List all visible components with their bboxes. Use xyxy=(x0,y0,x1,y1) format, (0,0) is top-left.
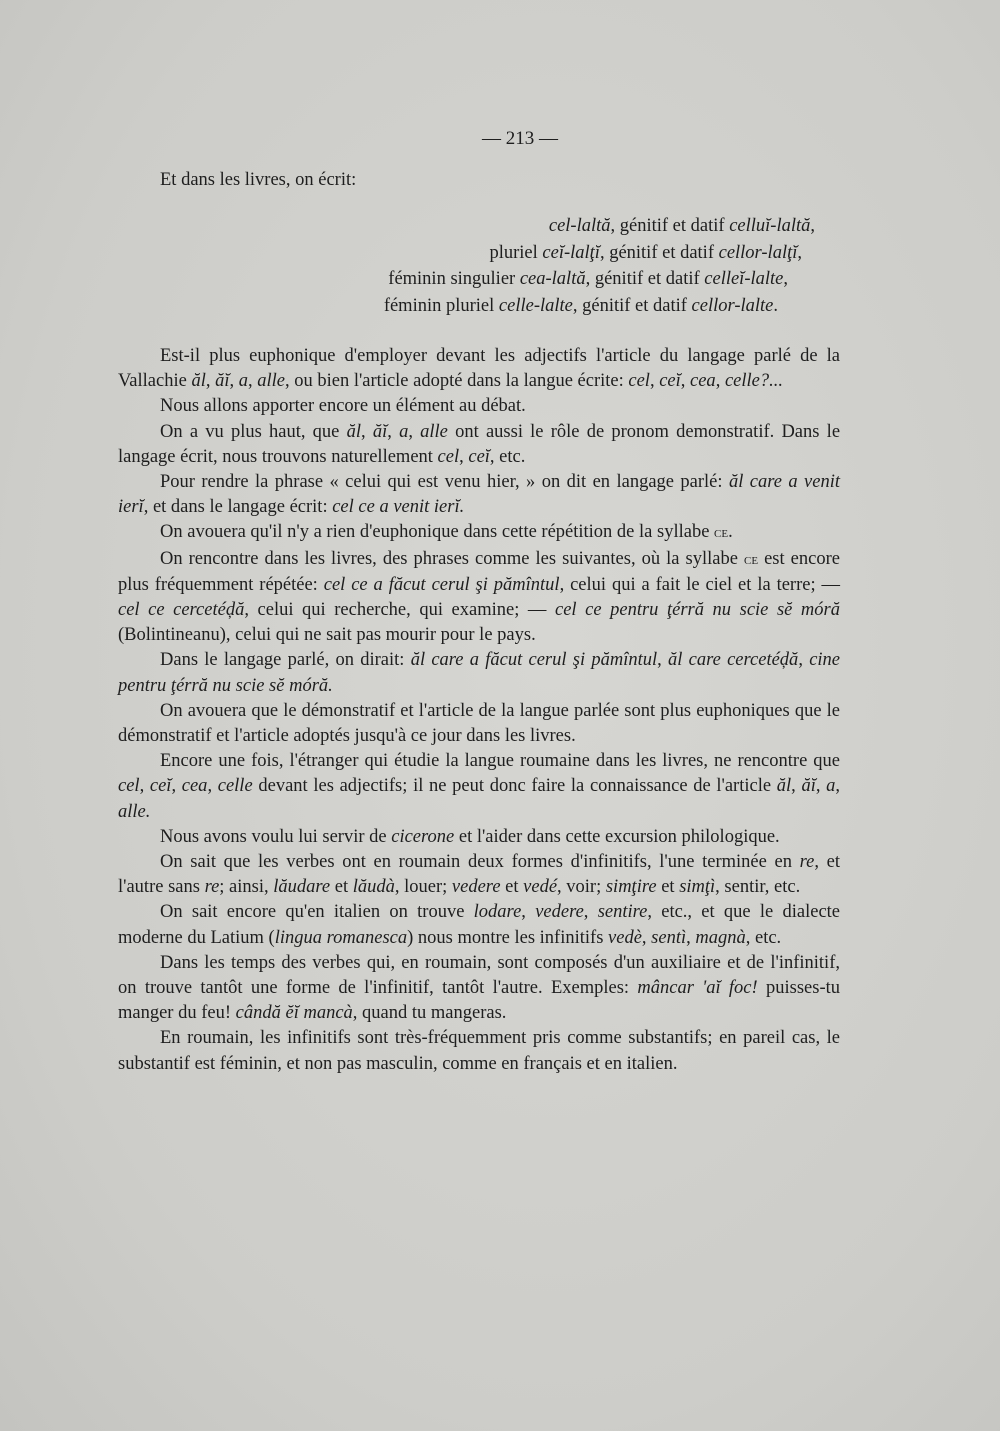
text-run: , xyxy=(459,446,469,467)
paragraph xyxy=(118,344,840,394)
text-run: cicerone xyxy=(391,826,455,847)
text-run: On avouera qu'il n'y a rien d'euphonique dans cette répétition de la syllabe xyxy=(160,522,715,543)
text-run: alle xyxy=(420,421,448,442)
text-run: et xyxy=(656,877,680,898)
text-run: alle. xyxy=(118,801,151,822)
text-run: Encore une fois, l'étranger qui étudie la langue roumaine dans les livres, ne rencontre que xyxy=(160,751,840,772)
text-run: ăl xyxy=(776,776,792,797)
text-run: lingua romanesca xyxy=(274,927,408,948)
form-line: féminin pluriel celle-lalte, génitif et datif cellor-lalte. xyxy=(383,295,778,316)
text-run: puisses-tu manger du feu! xyxy=(118,978,840,1024)
body-text xyxy=(118,344,840,1077)
text-run: On avouera que le démonstratif et l'article de la langue parlée sont plus euphoniques que le démonstratif et l'article adoptés jusqu'à ce jour dans les livres. xyxy=(118,700,840,747)
text-run: ceĭ xyxy=(659,371,681,392)
paragraph xyxy=(118,699,840,749)
form-line: cel-laltă, génitif et datif celluĭ-laltă, xyxy=(548,216,815,236)
text-run: ăĭ xyxy=(801,776,816,797)
text-run: Dans les temps des verbes qui, en roumain, sont composés d'un auxiliaire et de l'infinitif, on trouve tantôt une forme de l'infinitif, tantôt l'autre. Exemples: xyxy=(118,952,840,999)
text-run: , louer; xyxy=(394,877,452,898)
text-run: Nous allons apporter encore un élément au débat. xyxy=(160,396,526,417)
declension-forms xyxy=(120,213,840,319)
text-run: ce xyxy=(744,551,759,568)
text-run: , xyxy=(815,776,827,797)
text-run: cel ce cercetéḑă xyxy=(118,600,245,621)
text-run: Est-il plus euphonique d'employer devant les adjectifs l'article du langage parlé de la Vallachie xyxy=(118,346,840,392)
text-run: ăl xyxy=(191,371,206,392)
form-line: féminin singulier cea-laltă, génitif et datif celleĭ-lalte, xyxy=(388,269,788,289)
text-run: (Bolintineanu), celui qui ne sait pas mourir pour le pays. xyxy=(118,625,536,646)
text-run: a xyxy=(238,371,248,392)
text-run: Dans le langage parlé, on dirait: xyxy=(160,650,411,671)
text-run: En roumain, les infinitifs sont très-fréquemment pris comme substantifs; en pareil cas, le substantif est féminin, et non pas masculin, comme en français et en italien. xyxy=(118,1028,840,1074)
text-run: , xyxy=(686,927,696,948)
text-run: cel ce pentru ţérră nu scie sĕ móră xyxy=(555,600,840,621)
paragraph xyxy=(118,825,840,850)
paragraph xyxy=(118,420,840,470)
text-run: ăĭ xyxy=(215,371,230,392)
text-run: vedè xyxy=(608,927,642,948)
paragraph xyxy=(118,951,840,1027)
text-run: vedé xyxy=(523,877,558,898)
text-run: , quand tu mangeras. xyxy=(352,1003,507,1024)
page-number: — 213 — xyxy=(482,128,558,149)
text-run: , xyxy=(171,776,182,797)
text-run: , voir; xyxy=(557,877,606,898)
paragraph xyxy=(118,850,840,900)
text-run: ceĭ xyxy=(468,446,490,467)
text-run: et l'aider dans cette excursion philologique. xyxy=(454,826,780,847)
paragraph xyxy=(118,470,840,520)
text-run: . xyxy=(728,522,733,543)
text-run: ăĭ xyxy=(372,421,388,442)
text-run: celle xyxy=(217,776,253,797)
text-run: ont aussi le rôle de pronom demonstratif. Dans le langage écrit, nous trouvons naturellement xyxy=(118,421,841,467)
text-run: ce xyxy=(714,525,729,542)
text-run: devant les adjectifs; il ne peut donc faire la connaissance de l'article xyxy=(252,776,777,797)
text-run: magnà xyxy=(695,927,746,948)
paragraph xyxy=(118,749,840,825)
text-run: , et l'autre sans xyxy=(118,852,841,898)
text-run: , xyxy=(835,776,841,797)
text-run: lăudare xyxy=(273,877,331,898)
text-run: cine pentru ţérră nu scie sĕ móră. xyxy=(118,650,840,696)
text-run: , xyxy=(680,371,690,392)
text-run: , xyxy=(649,371,660,392)
text-run: , xyxy=(641,927,652,948)
text-run: ceĭ xyxy=(149,776,172,797)
text-run: Pour rendre la phrase « celui qui est venu hier, » on dit en langage parlé: xyxy=(160,472,729,493)
text-run: est encore plus fréquemment répétée: xyxy=(118,548,840,595)
text-run: Nous avons voulu lui servir de xyxy=(160,826,392,847)
text-run: cea xyxy=(181,776,208,797)
text-run: , xyxy=(205,371,216,392)
text-run: ăl care cercetéḑă xyxy=(668,650,799,671)
text-run: , xyxy=(791,776,802,797)
text-run: ) nous montre les infinitifs xyxy=(407,927,609,948)
text-run: , xyxy=(521,902,536,923)
intro-line: Et dans les livres, on écrit: xyxy=(160,170,357,190)
paragraph xyxy=(118,547,840,649)
text-run: , et dans le langage écrit: xyxy=(143,497,333,518)
text-run: ; ainsi, xyxy=(219,877,274,898)
text-run: a xyxy=(826,776,836,797)
text-run: cel ce a venit ierĭ. xyxy=(332,497,465,518)
text-run: cel ce a făcut cerul şi pămîntul xyxy=(323,574,560,595)
text-run: sentire xyxy=(597,902,648,923)
text-run: re xyxy=(799,852,815,873)
text-run: , xyxy=(229,371,239,392)
text-run: On rencontre dans les livres, des phrases comme les suivantes, où la syllabe xyxy=(160,548,744,569)
text-run: a xyxy=(399,421,409,442)
text-run: cel xyxy=(437,446,460,467)
text-run: lodare xyxy=(473,902,522,923)
text-run: ăl care a venit ierĭ xyxy=(118,472,840,518)
text-run: cândă ĕĭ mancà xyxy=(235,1003,353,1024)
text-run: , xyxy=(387,421,400,442)
text-run: alle xyxy=(257,371,285,392)
text-run: cea xyxy=(690,371,716,392)
text-run: et xyxy=(500,877,524,898)
text-run: On sait encore qu'en italien on trouve xyxy=(160,902,474,923)
text-run: vedere xyxy=(451,877,501,898)
text-run: On a vu plus haut, que xyxy=(160,421,347,442)
text-run: , xyxy=(583,902,598,923)
text-run: , xyxy=(360,421,373,442)
text-run: , sentir, etc. xyxy=(715,877,801,898)
text-run: On sait que les verbes ont en roumain deux formes d'infinitifs, l'une terminée en xyxy=(160,852,800,873)
text-run: mâncar 'aĭ foc! xyxy=(637,978,758,999)
text-run: , celui qui a fait le ciel et la terre; — xyxy=(559,574,841,595)
text-run: , xyxy=(139,776,150,797)
text-run: simţì xyxy=(679,877,716,898)
paragraph xyxy=(118,520,840,546)
text-run: et xyxy=(330,877,353,898)
text-run: , xyxy=(247,371,258,392)
text-run: ăl xyxy=(346,421,361,442)
text-run: , xyxy=(798,650,810,671)
text-run: cel xyxy=(628,371,650,392)
text-run: celle?... xyxy=(724,371,783,392)
text-run: cel xyxy=(118,776,140,797)
text-run: , xyxy=(657,650,669,671)
paragraph xyxy=(118,1026,840,1076)
text-run: , xyxy=(207,776,218,797)
text-run: , xyxy=(408,421,421,442)
text-run: , celui qui recherche, qui examine; — xyxy=(244,600,555,621)
text-run: , etc. xyxy=(489,446,526,467)
text-run: re xyxy=(204,877,220,898)
text-run: sentì xyxy=(651,927,687,948)
text-run: , etc. xyxy=(745,927,782,948)
text-run: vedere xyxy=(535,902,584,923)
paragraph xyxy=(118,394,840,419)
text-run: lăudà xyxy=(352,877,395,898)
text-run: ăl care a făcut cerul şi pămîntul xyxy=(410,650,658,671)
paragraph xyxy=(118,900,840,950)
text-run: simţire xyxy=(605,877,657,898)
form-line: pluriel ceĭ-lalţĭ, génitif et datif cellor-lalţĭ, xyxy=(489,242,802,263)
text-run: , etc., et que le dialecte moderne du Latium ( xyxy=(118,902,841,948)
paragraph xyxy=(118,648,840,698)
text-run: , ou bien l'article adopté dans la langue écrite: xyxy=(284,371,629,392)
text-run: , xyxy=(715,371,725,392)
